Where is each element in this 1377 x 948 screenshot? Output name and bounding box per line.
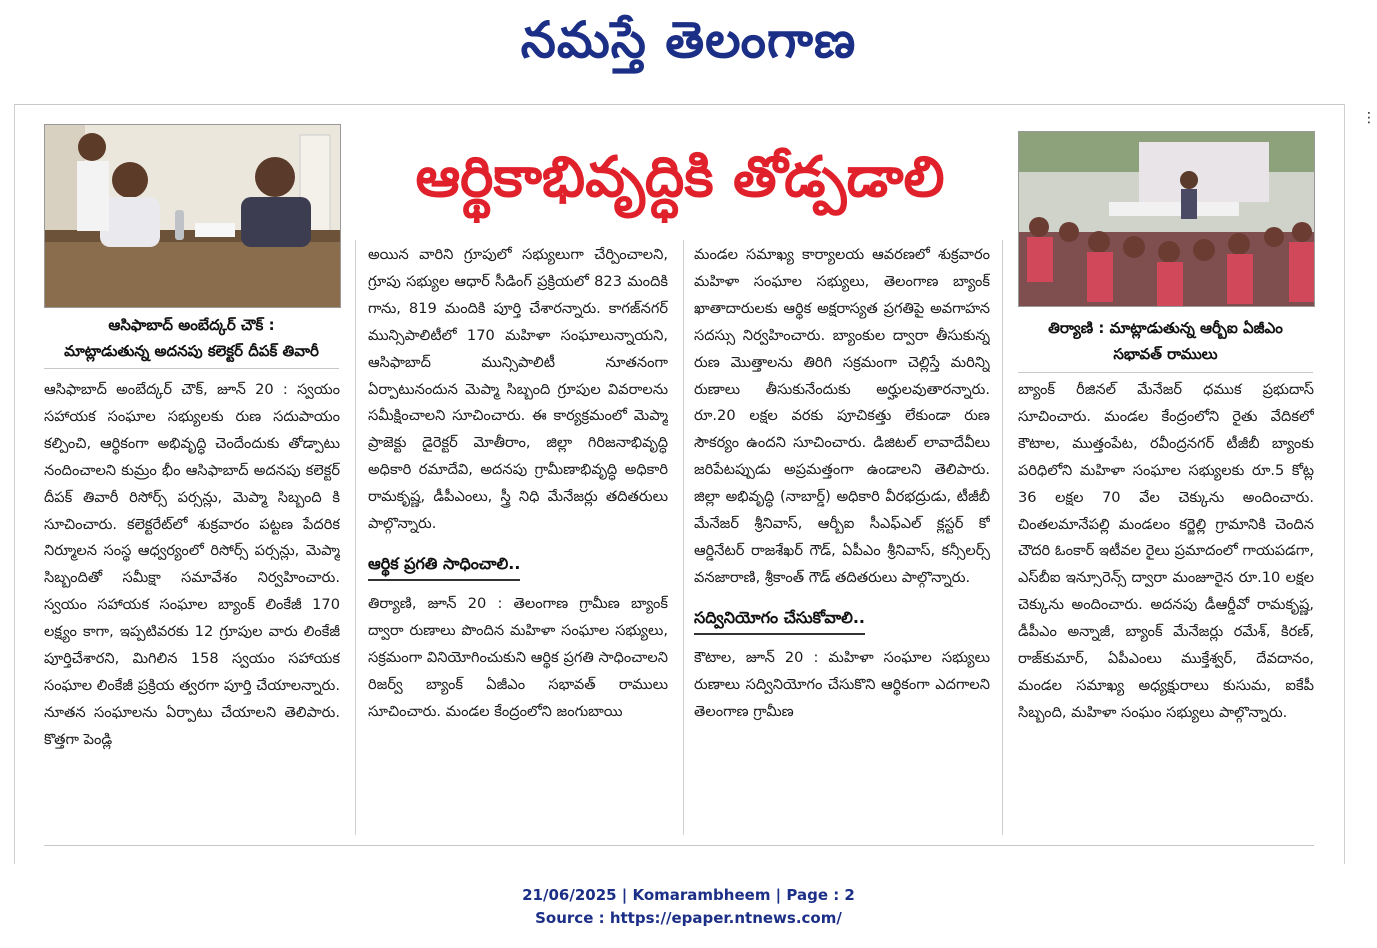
photo-left-caption bbox=[44, 312, 339, 364]
column-separator-3 bbox=[1002, 240, 1003, 835]
photo-right-caption-line2: సభావత్ రాములు bbox=[1113, 345, 1218, 363]
article-column-4 bbox=[1018, 377, 1314, 829]
column-3-subhead-wrap bbox=[694, 604, 990, 635]
photo-left-caption-line1: ఆసిఫాబాద్ అంబేద్కర్ చౌక్ : bbox=[108, 316, 275, 334]
masthead-title: నమస్తే తెలంగాణ bbox=[520, 11, 857, 69]
article-column-1 bbox=[44, 377, 340, 829]
photo-rbi-meeting-graphic bbox=[1019, 132, 1314, 306]
article-column-3 bbox=[694, 242, 990, 829]
column-2-subhead-wrap bbox=[368, 550, 668, 581]
article-column-2 bbox=[368, 242, 668, 829]
article-headline: ఆర్థికాభివృద్ధికి తోడ్పడాలి bbox=[415, 145, 945, 210]
column-1-text: ఆసిఫాబాద్ అంబేద్కర్ చౌక్, జూన్ 20 : స్వయం సహాయక సంఘాల సభ్యులకు రుణ సదుపాయం కల్పించి, ఆర్థికంగా అభివృద్ధి చెందేందుకు తోడ్పాటు నందించాలని కుమ్రం భీం ఆసిఫాబాద్ అదనపు కలెక్టర్ దీపక్ తివారీ రిసోర్స్ పర్సన్లు, మెప్మా సిబ్బంది కి సూచించారు. కలెక్టరేట్‌లో శుక్రవారం పట్టణ పేదరిక నిర్మూలన సంస్థ ఆధ్వర్యంలో రిసోర్స్ పర్సన్లు, మెప్మా సిబ్బందితో సమీక్షా సమావేశం నిర్వహించారు. స్వయం సహాయక సంఘాల బ్యాంక్ లింకేజీ 170 లక్ష్యం కాగా, ఇప్పటివరకు 12 గ్రూపుల వారు లింకేజీ పూర్తిచేశారని, మిగిలిన 158 స్వయం సహాయక సంఘాల లింకేజీ ప్రక్రియ త్వరగా పూర్తి చేయాలన్నారు. నూతన సంఘాలను ఏర్పాటు చేయాలని తెలిపారు. కొత్తగా పెండ్లి bbox=[44, 381, 340, 748]
bottom-rule bbox=[44, 845, 1314, 846]
column-3-text2: కౌటాల, జూన్ 20 : మహిళా సంఘాల సభ్యులు రుణాలు సద్వినియోగం చేసుకొని ఆర్థికంగా ఎదగాలని తెలంగాణ గ్రామీణ bbox=[694, 648, 990, 720]
column-2-text: అయిన వారిని గ్రూపులో సభ్యులుగా చేర్పించాలని, గ్రూపు సభ్యుల ఆధార్ సీడింగ్ ప్రక్రియలో 823 మందికి గాను, 819 మందికి పూర్తి చేశారన్నారు. కాగజ్‌నగర్ మున్సిపాలిటీలో 170 మహిళా సంఘాలున్నాయని, ఆసిఫాబాద్ మున్సిపాలిటీ నూతనంగా ఏర్పాటునందున మెప్మా సిబ్బంది గ్రూపుల వివరాలను సమీక్షించాలని సూచించారు. ఈ కార్యక్రమంలో మెప్మా ప్రాజెక్టు డైరెక్టర్ మోతీరాం, జిల్లా గిరిజనాభివృద్ధి అధికారి రమాదేవి, అదనపు గ్రామీణాభివృద్ధి అధికారి రామకృష్ణ, డీపీఎంలు, స్త్రీ నిధి మేనేజర్లు తదితరులు పాల్గొన్నారు. bbox=[368, 246, 668, 533]
top-rule bbox=[14, 104, 1344, 105]
column-3-text: మండల సమాఖ్య కార్యాలయ ఆవరణలో శుక్రవారం మహిళా సంఘాల సభ్యులు, తెలంగాణ బ్యాంక్ ఖాతాదారులకు ఆర్థిక అక్షరాస్యత ప్రగతిపై అవగాహన సదస్సు నిర్వహించారు. బ్యాంకుల ద్వారా తీసుకున్న రుణ మొత్తాలను తిరిగి సక్రమంగా చెల్లిస్తే మరిన్ని రుణాలు తీసుకునేందుకు అర్హులవుతారన్నారు. రూ.20 లక్షల వరకు పూచికత్తు లేకుండా రుణ సౌకర్యం ఉందని సూచించారు. డిజిటల్ లావాదేవీలు జరిపేటప్పుడు అప్రమత్తంగా ఉండాలని తెలిపారు. జిల్లా అభివృద్ధి (నాబార్డ్) అధికారి వీరభద్రుడు, టీజీబీ మేనేజర్ శ్రీనివాస్, ఆర్బీఐ సీఎఫ్ఎల్ క్లస్టర్ కో ఆర్డినేటర్ రాజశేఖర్ గౌడ్, ఏపీఎం శ్రీనివాస్, కన్సీలర్స్ వనజారాణి, శ్రీకాంత్ గౌడ్ తదితరులు పాల్గొన్నారు. bbox=[694, 246, 990, 586]
photo-right-caption-line1: తిర్యాణి : మాట్లాడుతున్న ఆర్బీఐ ఏజీఎం bbox=[1048, 319, 1283, 337]
photo-left-caption-line2: మాట్లాడుతున్న అదనపు కలెక్టర్ దీపక్ తివారీ bbox=[64, 342, 319, 360]
photo-rbi-meeting bbox=[1018, 131, 1315, 307]
column-2-text2: తిర్యాణి, జూన్ 20 : తెలంగాణ గ్రామీణ బ్యాంక్ ద్వారా రుణాలు పొందిన మహిళా సంఘాల సభ్యులు, సక్రమంగా వినియోగించుకుని ఆర్థిక ప్రగతి సాధించాలని రిజర్వ్ బ్యాంక్ ఏజీఎం సభావత్ రాములు సూచించారు. మండల కేంద్రంలోని జంగుబాయి bbox=[368, 594, 668, 720]
subhead-economic-progress: ఆర్థిక ప్రగతి సాధించాలి.. bbox=[368, 550, 520, 581]
footer-date-page: 21/06/2025 | Komarambheem | Page : 2 bbox=[522, 886, 855, 904]
column-separator-1 bbox=[355, 240, 356, 835]
left-rule bbox=[14, 104, 15, 864]
photo-collector-meeting-graphic bbox=[45, 125, 340, 307]
footer-source: Source : https://epaper.ntnews.com/ bbox=[535, 909, 842, 927]
edge-clip-marks: ⋮ bbox=[1362, 110, 1376, 126]
right-rule bbox=[1344, 104, 1345, 864]
photo-right-caption bbox=[1018, 315, 1313, 367]
caption-rule-right bbox=[1018, 372, 1313, 373]
caption-rule-left bbox=[44, 368, 339, 369]
column-separator-2 bbox=[683, 240, 684, 835]
subhead-utilize: సద్వినియోగం చేసుకోవాలి.. bbox=[694, 604, 865, 635]
photo-collector-meeting bbox=[44, 124, 341, 308]
column-4-text: బ్యాంక్ రీజినల్ మేనేజర్ ధముక ప్రభుదాస్ సూచించారు. మండల కేంద్రంలోని రైతు వేదికలో కౌటాల, ముత్తంపేట, రవీంద్రనగర్ టీజీబీ బ్యాంకు పరిధిలోని మహిళా సంఘాల సభ్యులకు రూ.5 కోట్ల 36 లక్షల 70 వేల చెక్కును అందించారు. చింతలమానేపల్లి మండలం కర్జెల్లి గ్రామానికి చెందిన చౌదరి ఓంకార్ ఇటీవల రైలు ప్రమాదంలో గాయపడగా, ఎస్‌బీఐ ఇన్సూరెన్స్ ద్వారా మంజూరైన రూ.10 లక్షల చెక్కును అందించారు. అదనపు డీఆర్డీవో రామకృష్ణ, డీపీఎం అన్నాజీ, బ్యాంక్ మేనేజర్లు రమేశ్, కిరణ్, రాజ్‌కుమార్, ఏపీఎంలు ముక్తేశ్వర్, దేవదానం, మండల సమాఖ్య అధ్యక్షురాలు కుసుమ, ఐకేపీ సిబ్బంది, మహిళా సంఘం సభ్యులు పాల్గొన్నారు. bbox=[1018, 381, 1314, 721]
